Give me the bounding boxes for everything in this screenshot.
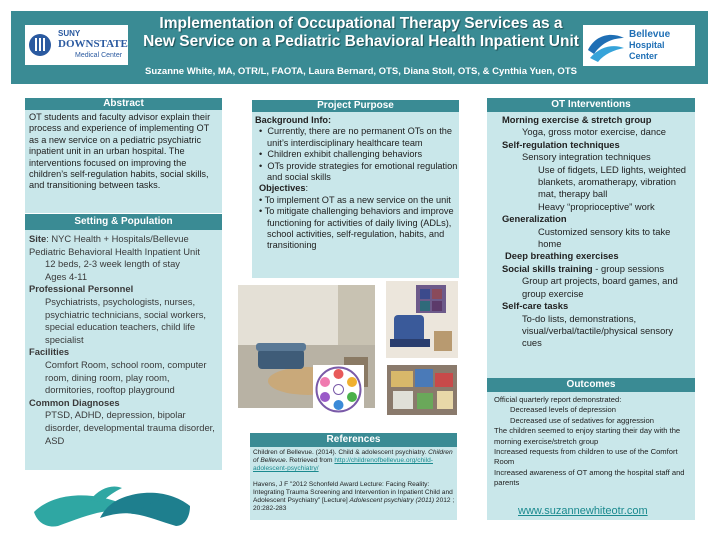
outcome-depression: Decreased levels of depression xyxy=(510,405,616,415)
site-detail-ages: Ages 4-11 xyxy=(45,270,88,282)
social-text: Group art projects, board games, and group exercise xyxy=(522,275,678,299)
reference-1-link[interactable]: http://childrenofbellevue.org/child-adolescent-psychiatry/ xyxy=(253,457,433,473)
morning-label: Morning exercise & stretch group xyxy=(502,114,652,125)
breathing-label: Deep breathing exercises xyxy=(505,250,619,262)
selfcare-label: Self-care tasks xyxy=(502,300,569,312)
setting-body xyxy=(29,233,221,447)
personnel-text: Psychiatrists, psychologists, nurses, psychiatric technicians, social workers, special education teachers, child life specialist xyxy=(45,295,206,345)
references-body xyxy=(253,449,455,513)
selfreg-heavy: Heavy “proprioceptive” work xyxy=(538,200,655,212)
authors-line: Suzanne White, MA, OTR/L, FAOTA, Laura Bernard, OTS, Diana Stoll, OTS, & Cynthia Yuen, OTS xyxy=(145,66,577,77)
facilities-label: Facilities xyxy=(29,346,70,358)
facilities-text: Comfort Room, school room, computer room, dining room, play room, dormitories, rooftop playground xyxy=(45,358,207,396)
abstract-text: OT students and faculty advisor explain their process and experience of implementing OT as a new service on a pediatric psychiatric inpatient unit in an urban hospital. The interventions focused on improving the children’s self-regulation habits, social skills, and transitioning between tasks. xyxy=(29,112,211,191)
selfreg-sub: Sensory integration techniques xyxy=(522,151,651,163)
reference-1: Children of Bellevue. (2014). Child & adolescent psychiatry. Children of Bellevue. Retrieved from http://childrenofbellevue.org/child-adolescent-psychiatry/ xyxy=(253,449,453,473)
title-line-2: New Service on a Pediatric Behavioral Health Inpatient Unit xyxy=(143,33,579,50)
references-heading: References xyxy=(250,433,457,447)
diagnoses-label: Common Diagnoses xyxy=(29,396,120,408)
reference-2: Havens, J F "2012 Schonfeld Award Lecture: Facing Reality: Integrating Trauma Screening and Intervention in Inpatient Child and Adolescent Psychiatry" [Lecture] Adolescent psychiatry (2011) 2012 ; 20:282-283 xyxy=(253,480,455,513)
site-label: Site xyxy=(29,233,47,244)
social-label: Social skills training xyxy=(502,262,593,274)
personnel-label: Professional Personnel xyxy=(29,283,134,295)
site-detail-beds: 12 beds, 2-3 week length of stay xyxy=(45,258,180,270)
outcomes-body xyxy=(494,395,694,489)
logo-bellevue-text: Bellevue xyxy=(629,29,671,40)
site-text: : NYC Health + Hospitals/Bellevue Pediatric Behavioral Health Inpatient Unit xyxy=(29,233,200,257)
background-item-2: • Children exhibit challenging behaviors xyxy=(259,149,423,160)
selfcare-text: To-do lists, demonstrations, visual/verbal/tactile/physical sensory cues xyxy=(522,312,674,349)
logo-hospital-text: Hospital xyxy=(629,40,665,50)
objective-item-2: • To mitigate challenging behaviors and improve functioning for activities of daily living (ADLs), school activities, self-regulation, habits, and transitioning xyxy=(259,206,454,251)
generalization-label: Generalization xyxy=(502,213,567,225)
logo-medical-center-text: Medical Center xyxy=(75,52,123,59)
outcome-sedatives: Decreased use of sedatives for aggression xyxy=(510,415,654,425)
bellevue-logo xyxy=(583,25,695,66)
bellevue-swoosh-icon xyxy=(586,28,626,64)
generalization-text: Customized sensory kits to take home xyxy=(538,225,671,250)
purpose-heading: Project Purpose xyxy=(252,100,459,112)
downstate-logo xyxy=(25,25,128,65)
poster-title xyxy=(141,15,581,51)
website-link[interactable]: www.suzannewhiteotr.com xyxy=(518,505,648,517)
purpose-body: Background Info: • Currently, there are no permanent OTs on the unit’s interdisciplinary healthcare team • Children exhibit challenging behaviors • OTs provide strategies for emotional regulation and social skills Objectives: • To implement OT as a new service on the unit • To mitigate challenging behaviors and improve functioning for activities of daily living (ADLs), school activities, self-regulation, habits, and transitioning xyxy=(255,115,458,251)
sensory-kits-photo xyxy=(387,365,457,415)
emotion-wheel-image xyxy=(313,365,364,414)
logo-downstate-text: DOWNSTATE xyxy=(58,38,128,50)
selfreg-items: Use of fidgets, LED lights, weighted blankets, aromatherapy, vibration mat, therapy ball xyxy=(538,163,686,200)
background-item-1: • Currently, there are no permanent OTs on the unit’s interdisciplinary healthcare team xyxy=(259,126,453,148)
outcomes-intro: Official quarterly report demonstrated: xyxy=(494,395,622,404)
background-item-3: • OTs provide strategies for emotional regulation and social skills xyxy=(259,160,458,183)
outcomes-heading: Outcomes xyxy=(487,378,695,392)
setting-heading: Setting & Population xyxy=(25,214,222,230)
diagnoses-text: PTSD, ADHD, depression, bipolar disorder, developmental trauma disorder, ASD xyxy=(45,409,215,446)
selfreg-label: Self-regulation techniques xyxy=(502,138,620,150)
morning-text: Yoga, gross motor exercise, dance xyxy=(522,126,667,138)
outcome-enjoy: The children seemed to enjoy starting their day with the morning exercise/stretch group xyxy=(494,426,681,446)
abstract-heading: Abstract xyxy=(25,98,222,110)
sensory-corner-photo xyxy=(386,281,458,358)
poster-header xyxy=(11,11,708,84)
objectives-label: Objectives xyxy=(259,183,306,194)
social-suffix: - group sessions xyxy=(592,262,665,274)
outcome-awareness: Increased awareness of OT among the hospital staff and parents xyxy=(494,467,685,488)
logo-suny-text: SUNY xyxy=(58,29,81,38)
logo-center-text: Center xyxy=(629,51,658,61)
interventions-heading: OT Interventions xyxy=(487,98,695,112)
outcome-comfort-room: Increased requests from children to use of the Comfort Room xyxy=(494,447,678,467)
hands-illustration xyxy=(30,476,195,536)
title-line-1: Implementation of Occupational Therapy Services as a xyxy=(159,15,563,32)
interventions-body xyxy=(492,114,694,350)
background-label: Background Info: xyxy=(255,115,332,125)
objective-item-1: • To implement OT as a new service on the unit xyxy=(259,194,451,205)
